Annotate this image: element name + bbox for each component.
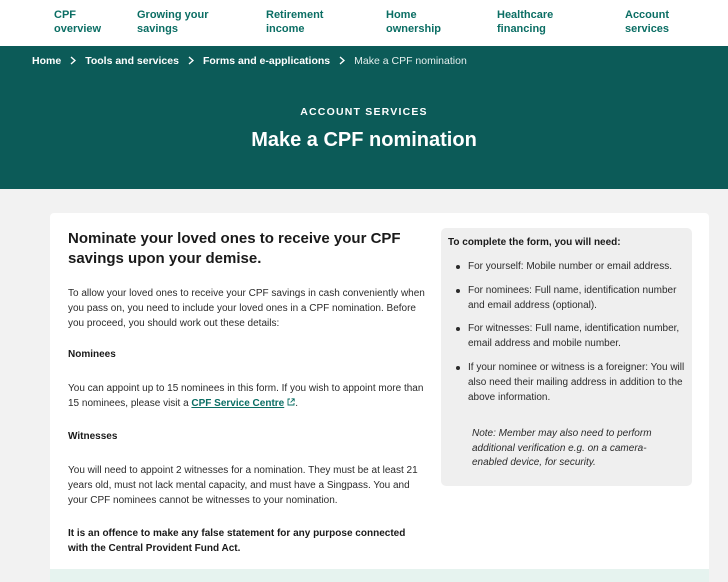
witnesses-heading: Witnesses	[68, 431, 118, 442]
content-card	[50, 213, 709, 582]
nav-item-home-ownership[interactable]: Home ownership	[386, 9, 442, 35]
list-item: For yourself: Mobile number or email address.	[453, 259, 685, 274]
requirements-list	[453, 259, 685, 413]
lead-heading: Nominate your loved ones to receive your CPF savings upon your demise.	[68, 230, 401, 267]
nav-item-healthcare-financing[interactable]: Healthcare financing	[497, 9, 554, 35]
chevron-right-icon	[339, 55, 345, 67]
nav-item-retirement-income[interactable]: Retirement income	[266, 9, 324, 35]
intro-text: To allow your loved ones to receive your CPF savings in cash conveniently when you pass on, you need to include your loved ones in a CPF nomination. Before you proceed, you should work out these details:	[68, 288, 425, 329]
nominees-text-end: .	[295, 398, 299, 409]
requirements-title: To complete the form, you will need:	[448, 237, 621, 248]
requirements-box	[441, 228, 692, 486]
offence-warning: It is an offence to make any false statement for any purpose connected with the Central Provident Fund Act.	[68, 528, 406, 554]
list-item: If your nominee or witness is a foreigner: You will also need their mailing address in addition to the above information.	[453, 360, 685, 405]
verification-note: Note: Member may also need to perform additional verification e.g. on a camera-enabled device, for security.	[472, 428, 652, 468]
cpf-service-centre-link[interactable]: CPF Service Centre	[191, 398, 285, 409]
chevron-right-icon	[188, 55, 194, 67]
breadcrumb-home[interactable]: Home	[32, 55, 62, 67]
hero-banner	[0, 46, 728, 189]
page-title: Make a CPF nomination	[251, 129, 477, 151]
chevron-right-icon	[70, 55, 76, 67]
section-eyebrow: ACCOUNT SERVICES	[300, 106, 428, 118]
nav-item-growing-savings[interactable]: Growing your savings	[137, 9, 209, 35]
list-item: For nominees: Full name, identification number and email address (optional).	[453, 283, 685, 313]
nav-item-cpf-overview[interactable]: CPF overview	[54, 9, 102, 35]
nominees-text	[68, 381, 428, 411]
next-section-strip	[50, 569, 709, 582]
nominees-text-body: You can appoint up to 15 nominees in this form. If you wish to appoint more than 15 nominees, please visit a	[68, 383, 424, 409]
list-item: For witnesses: Full name, identification number, email address and mobile number.	[453, 321, 685, 351]
breadcrumb	[32, 54, 467, 68]
breadcrumb-tools-services[interactable]: Tools and services	[85, 55, 179, 67]
top-nav	[0, 0, 728, 46]
breadcrumb-forms[interactable]: Forms and e-applications	[202, 55, 331, 67]
breadcrumb-current: Make a CPF nomination	[354, 55, 467, 67]
witnesses-text: You will need to appoint 2 witnesses for a nomination. They must be at least 21 years old, must not lack mental capacity, and must have a Singpass. You and your CPF nominees cannot be witnesses to your nomination.	[68, 465, 418, 506]
nominees-heading: Nominees	[68, 349, 116, 360]
nav-item-account-services[interactable]: Account services	[625, 9, 670, 35]
